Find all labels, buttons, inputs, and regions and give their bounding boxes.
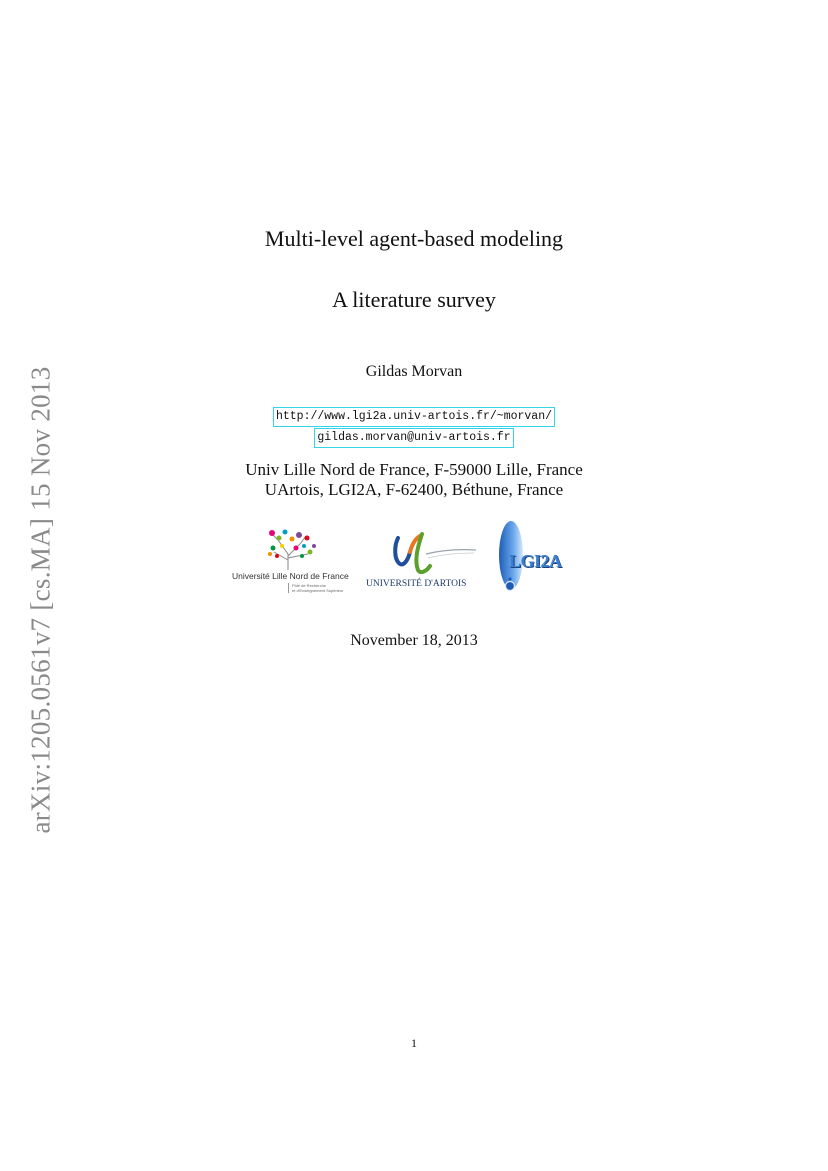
homepage-link-row: [0, 404, 828, 427]
arxiv-stamp: arXiv:1205.0561v7 [cs.MA] 15 Nov 2013: [25, 366, 56, 834]
lille-logo: [230, 526, 355, 596]
paper-date: November 18, 2013: [350, 632, 478, 649]
paper-title: Multi-level agent-based modeling: [264, 226, 564, 251]
artois-emblem-icon: [364, 530, 482, 578]
artois-logo-name: UNIVERSITÉ D'ARTOIS: [366, 579, 467, 589]
lille-tagline-line1: Pôle de Recherche: [292, 583, 327, 588]
affiliation-2: UArtois, LGI2A, F-62400, Béthune, France: [264, 480, 564, 499]
page-number: 1: [411, 1036, 417, 1050]
lgi2a-logo: [498, 521, 598, 595]
lille-logo-name: Université Lille Nord de France: [232, 571, 349, 581]
lille-tagline-line2: et d'Enseignement Supérieur: [292, 588, 344, 593]
email-link-row: [0, 425, 828, 448]
lgi2a-logo-name: LGI2A: [509, 551, 562, 571]
artois-logo: [364, 530, 482, 594]
email-link[interactable]: gildas.morvan@univ-artois.fr: [314, 428, 513, 448]
lille-logo-tagline: [288, 583, 343, 593]
author-name: Gildas Morvan: [365, 363, 463, 380]
homepage-link[interactable]: http://www.lgi2a.univ-artois.fr/~morvan/: [273, 407, 555, 427]
paper-subtitle: A literature survey: [332, 287, 496, 312]
lille-tree-icon: [230, 526, 355, 572]
affiliation-1: Univ Lille Nord de France, F-59000 Lille, France: [245, 460, 583, 479]
